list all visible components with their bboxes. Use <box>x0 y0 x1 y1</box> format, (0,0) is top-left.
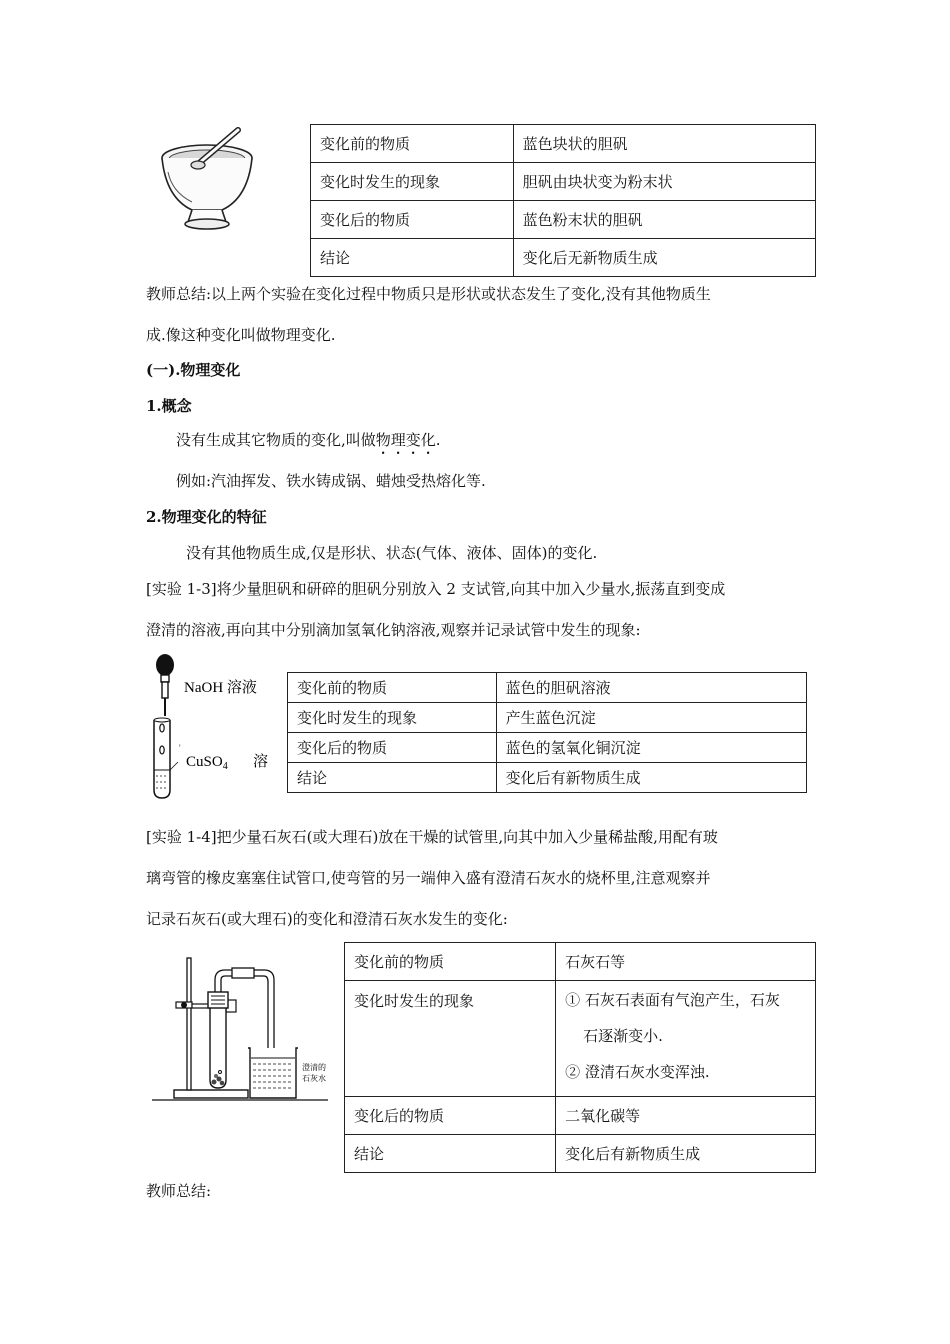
table-copper-hydroxide-precipitation <box>287 672 807 793</box>
table-copper-sulfate-grinding <box>310 124 816 277</box>
limewater-label-line-2: 石灰水 <box>302 1074 326 1083</box>
table-row <box>288 673 807 703</box>
emphasized-term: 物理变化 <box>375 431 436 449</box>
cuso4-subscript: 4 <box>222 761 228 772</box>
table-row <box>311 125 816 163</box>
table-cell: 变化后无新物质生成 <box>513 239 815 277</box>
teacher-summary-line-1: 教师总结:以上两个实验在变化过程中物质只是形状或状态发生了变化,没有其他物质生 <box>146 285 711 303</box>
table-cell: 胆矾由块状变为粉末状 <box>513 163 815 201</box>
table-row <box>311 239 816 277</box>
table-row <box>288 703 807 733</box>
table-cell <box>345 981 556 1097</box>
table-row <box>288 733 807 763</box>
experiment-1-4-line-1: [实验 1-4]把少量石灰石(或大理石)放在干燥的试管里,向其中加入少量稀盐酸,用配有玻 <box>146 828 718 846</box>
table-cell: 变化后的物质 <box>311 201 514 239</box>
table-cell: 结论 <box>311 239 514 277</box>
table-cell: 结论 <box>288 763 497 793</box>
experiment-1-4-line-2: 璃弯管的橡皮塞塞住试管口,使弯管的另一端伸入盛有澄清石灰水的烧杯里,注意观察并 <box>146 869 711 887</box>
cuso4-formula: CuSO <box>186 754 223 770</box>
section-heading: (一).物理变化 <box>146 361 241 379</box>
table-cell: 变化后有新物质生成 <box>556 1135 816 1173</box>
table-cell: 变化后的物质 <box>345 1097 556 1135</box>
table-row <box>345 943 816 981</box>
concept-period: . <box>435 431 441 449</box>
table-cell: 变化后有新物质生成 <box>496 763 806 793</box>
teacher-summary-2: 教师总结: <box>146 1182 212 1200</box>
experiment-1-3-line-1: [实验 1-3]将少量胆矾和研碎的胆矾分别放入 2 支试管,向其中加入少量水,振荡直到变成 <box>146 580 726 598</box>
table-cell-label: 变化时发生的现象 <box>354 992 475 1010</box>
observation-1-line-1: ① 石灰石表面有气泡产生，石灰 <box>565 991 780 1009</box>
concept-text: 没有生成其它物质的变化,叫做 <box>176 431 376 449</box>
table-row <box>345 1135 816 1173</box>
concept-definition <box>176 429 441 458</box>
table-cell: 蓝色粉末状的胆矾 <box>513 201 815 239</box>
observation-2: ② 澄清石灰水变浑浊. <box>565 1063 710 1081</box>
examples-text: 例如:汽油挥发、铁水铸成锅、蜡烛受热熔化等. <box>176 472 486 490</box>
cuso4-label <box>186 754 228 772</box>
table-cell: 石灰石等 <box>556 943 816 981</box>
limewater-label-line-1: 澄清的 <box>302 1063 326 1072</box>
table-cell: 蓝色块状的胆矾 <box>513 125 815 163</box>
table-row <box>288 763 807 793</box>
table-cell: 产生蓝色沉淀 <box>496 703 806 733</box>
teacher-summary-line-2: 成.像这种变化叫做物理变化. <box>146 326 336 344</box>
observation-1-line-2: 石逐渐变小. <box>583 1027 663 1045</box>
cuso4-solution-tail: 溶 <box>253 754 269 770</box>
feature-text: 没有其他物质生成,仅是形状、状态(气体、液体、固体)的变化. <box>186 544 598 562</box>
experiment-1-4-line-3: 记录石灰石(或大理石)的变化和澄清石灰水发生的变化: <box>146 910 508 928</box>
table-cell <box>556 981 816 1097</box>
table-row <box>311 201 816 239</box>
concept-heading: 1.概念 <box>146 397 192 415</box>
limestone-acid-apparatus-illustration <box>152 952 330 1104</box>
feature-heading: 2.物理变化的特征 <box>146 508 267 526</box>
table-cell: 变化时发生的现象 <box>311 163 514 201</box>
table-cell: 变化前的物质 <box>288 673 497 703</box>
naoh-solution-label: NaOH 溶液 <box>184 680 257 696</box>
table-cell: 变化后的物质 <box>288 733 497 763</box>
table-row <box>311 163 816 201</box>
table-cell: 变化前的物质 <box>345 943 556 981</box>
table-limestone-reaction <box>344 942 816 1173</box>
table-cell: 蓝色的胆矾溶液 <box>496 673 806 703</box>
dropper-test-tube-illustration <box>146 652 284 802</box>
table-row <box>345 981 816 1097</box>
mortar-pestle-illustration <box>152 124 262 236</box>
table-cell: 变化时发生的现象 <box>288 703 497 733</box>
svg-text:': ' <box>179 743 181 753</box>
table-cell: 二氧化碳等 <box>556 1097 816 1135</box>
table-cell: 蓝色的氢氧化铜沉淀 <box>496 733 806 763</box>
table-cell: 变化前的物质 <box>311 125 514 163</box>
experiment-1-3-line-2: 澄清的溶液,再向其中分别滴加氢氧化钠溶液,观察并记录试管中发生的现象: <box>146 621 641 639</box>
table-row <box>345 1097 816 1135</box>
table-cell: 结论 <box>345 1135 556 1173</box>
